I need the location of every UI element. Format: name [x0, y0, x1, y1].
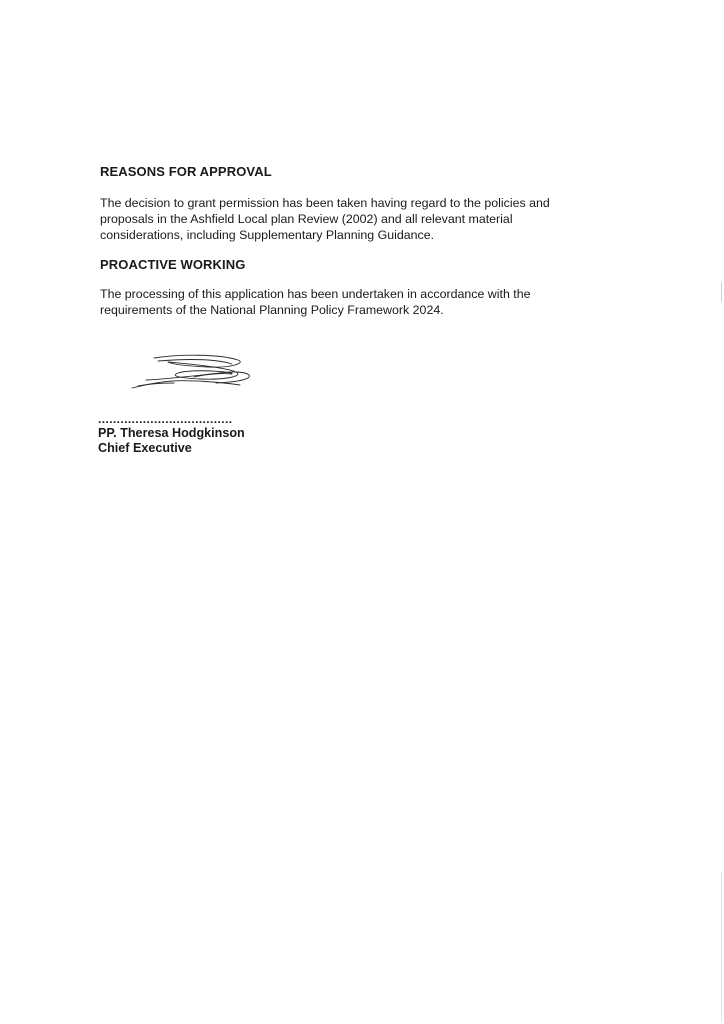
reasons-line: The decision to grant permission has been taken having regard to the policies and	[100, 196, 550, 210]
handwritten-signature	[128, 352, 252, 396]
scan-edge-mark	[721, 872, 722, 1022]
scan-edge-mark	[721, 282, 722, 302]
proactive-paragraph	[100, 286, 620, 318]
reasons-line: proposals in the Ashfield Local plan Review (2002) and all relevant material	[100, 212, 513, 226]
letter-body	[100, 159, 620, 456]
signer-name: PP. Theresa Hodgkinson	[98, 426, 245, 440]
proactive-line: requirements of the National Planning Policy Framework 2024.	[100, 303, 444, 317]
reasons-line: considerations, including Supplementary Planning Guidance.	[100, 228, 435, 242]
proactive-line: The processing of this application has been undertaken in accordance with the	[100, 287, 531, 301]
reasons-paragraph	[100, 195, 620, 243]
proactive-heading: PROACTIVE WORKING	[100, 257, 246, 272]
signature-line: ....................................	[98, 412, 233, 426]
reasons-heading: REASONS FOR APPROVAL	[100, 164, 272, 179]
signer-role: Chief Executive	[98, 441, 192, 455]
